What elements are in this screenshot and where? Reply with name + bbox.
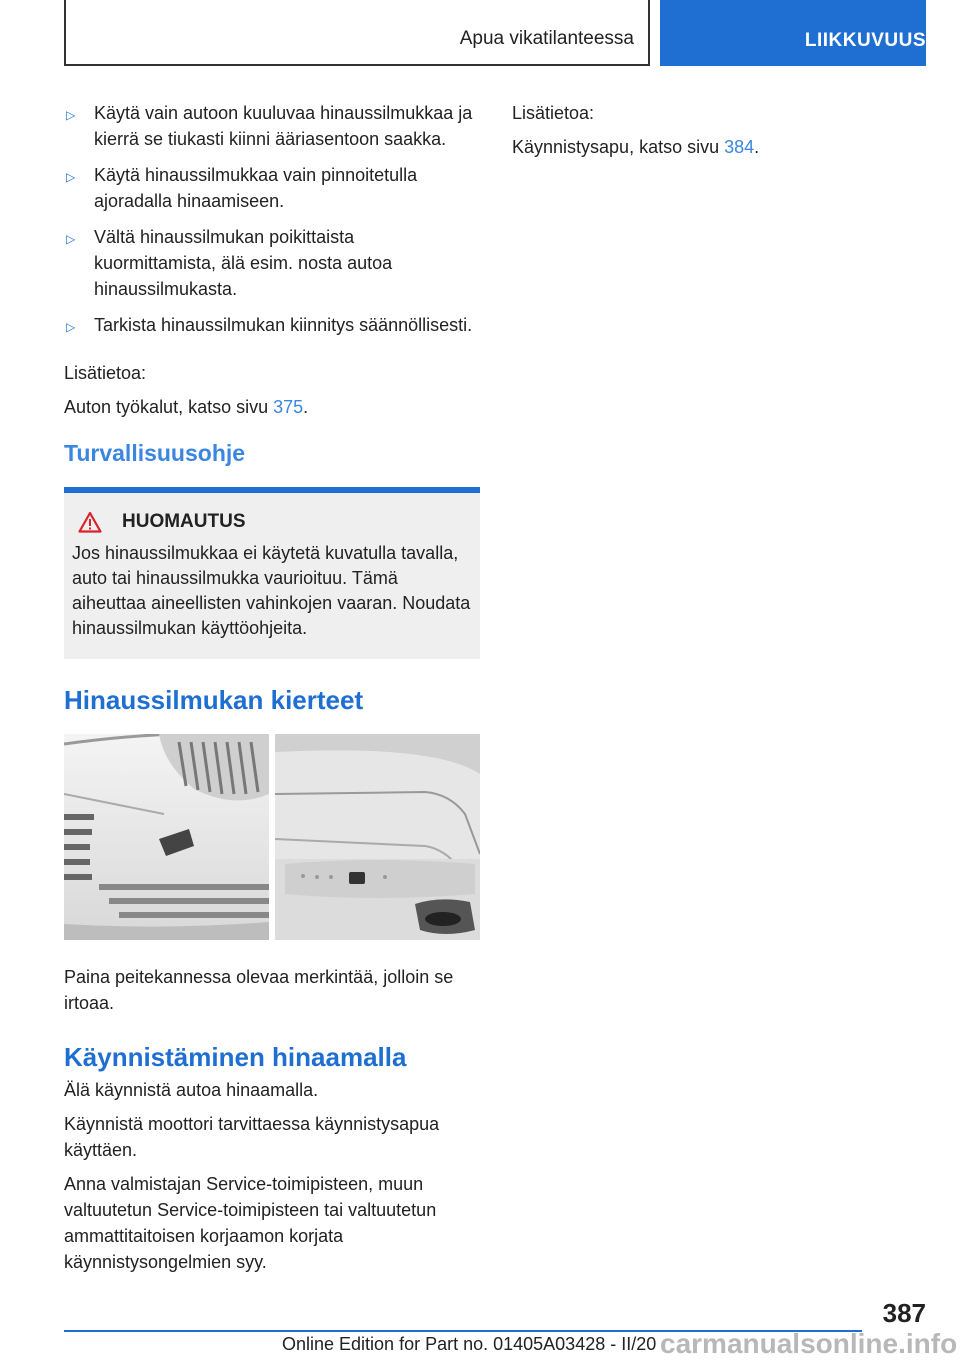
warning-triangle-icon — [78, 511, 102, 533]
triangle-right-icon: ▷ — [66, 108, 76, 122]
page-link[interactable]: 384 — [724, 137, 755, 157]
threads-text: Paina peitekannessa olevaa merkintää, jolloin se irtoaa. — [64, 967, 454, 1013]
triangle-right-icon: ▷ — [66, 232, 76, 246]
notice-title: HUOMAUTUS — [72, 511, 472, 533]
page-header — [64, 0, 926, 66]
front-bumper-illustration — [64, 734, 269, 940]
illustration-row — [64, 734, 480, 940]
list-item: ▷ Vältä hinaussilmukan poikittaista kuormittamista, älä esim. nosta autoa hinaussilmukasta. — [64, 224, 480, 302]
start-paragraph: Anna valmistajan Service-toimipisteen, muun valtuutetun Service-toimipisteen tai valtuutetun ammattitaitoisen korjaamon korjata käynnistysongelmien syy. — [64, 1174, 437, 1272]
triangle-right-icon: ▷ — [66, 170, 76, 184]
list-item: ▷ Tarkista hinaussilmukan kiinnitys säännöllisesti. — [64, 312, 480, 340]
safety-heading: Turvallisuusohje — [64, 440, 246, 466]
section-tab — [64, 0, 650, 66]
notice-body: Jos hinaussilmukkaa ei käytetä kuvatulla tavalla, auto tai hinaussilmukka vaurioituu. Tämä aiheuttaa aineellisten vahinkojen vaaran. Noudata hinaussilmukan käyttöohjeita. — [72, 543, 471, 638]
watermark: carmanualsonline.info — [660, 1328, 958, 1359]
edition-text: Online Edition for Part no. 01405A03428 - II/20 — [282, 1334, 657, 1354]
list-item: ▷ Käytä hinaussilmukkaa vain pinnoitetulla ajoradalla hinaamiseen. — [64, 162, 480, 214]
start-paragraph: Älä käynnistä autoa hinaamalla. — [64, 1080, 319, 1100]
more-info-label: Lisätietoa: — [64, 363, 147, 383]
more-info-label: Lisätietoa: — [512, 103, 595, 123]
start-heading: Käynnistäminen hinaamalla — [64, 1042, 407, 1072]
more-info-text: Käynnistysapu, katso sivu 384. — [512, 137, 760, 157]
start-paragraph: Käynnistä moottori tarvittaessa käynnistysapua käyttäen. — [64, 1114, 440, 1160]
notice-box — [64, 487, 480, 659]
section-title: Apua vikatilanteessa — [459, 28, 634, 49]
list-item: ▷ Käytä vain autoon kuuluvaa hinaussilmukkaa ja kierrä se tiukasti kiinni ääriasentoon saakka. — [64, 100, 480, 152]
threads-heading: Hinaussilmukan kierteet — [64, 685, 364, 715]
page-number: 387 — [882, 1298, 926, 1328]
more-info-text: Auton työkalut, katso sivu 375. — [64, 397, 309, 417]
triangle-right-icon: ▷ — [66, 320, 76, 334]
chapter-tab[interactable] — [660, 0, 926, 66]
right-column — [512, 100, 928, 168]
rear-bumper-illustration — [275, 734, 480, 940]
left-column — [64, 100, 480, 1283]
chapter-title: LIIKKUVUUS — [804, 30, 926, 51]
page-link[interactable]: 375 — [273, 397, 304, 417]
